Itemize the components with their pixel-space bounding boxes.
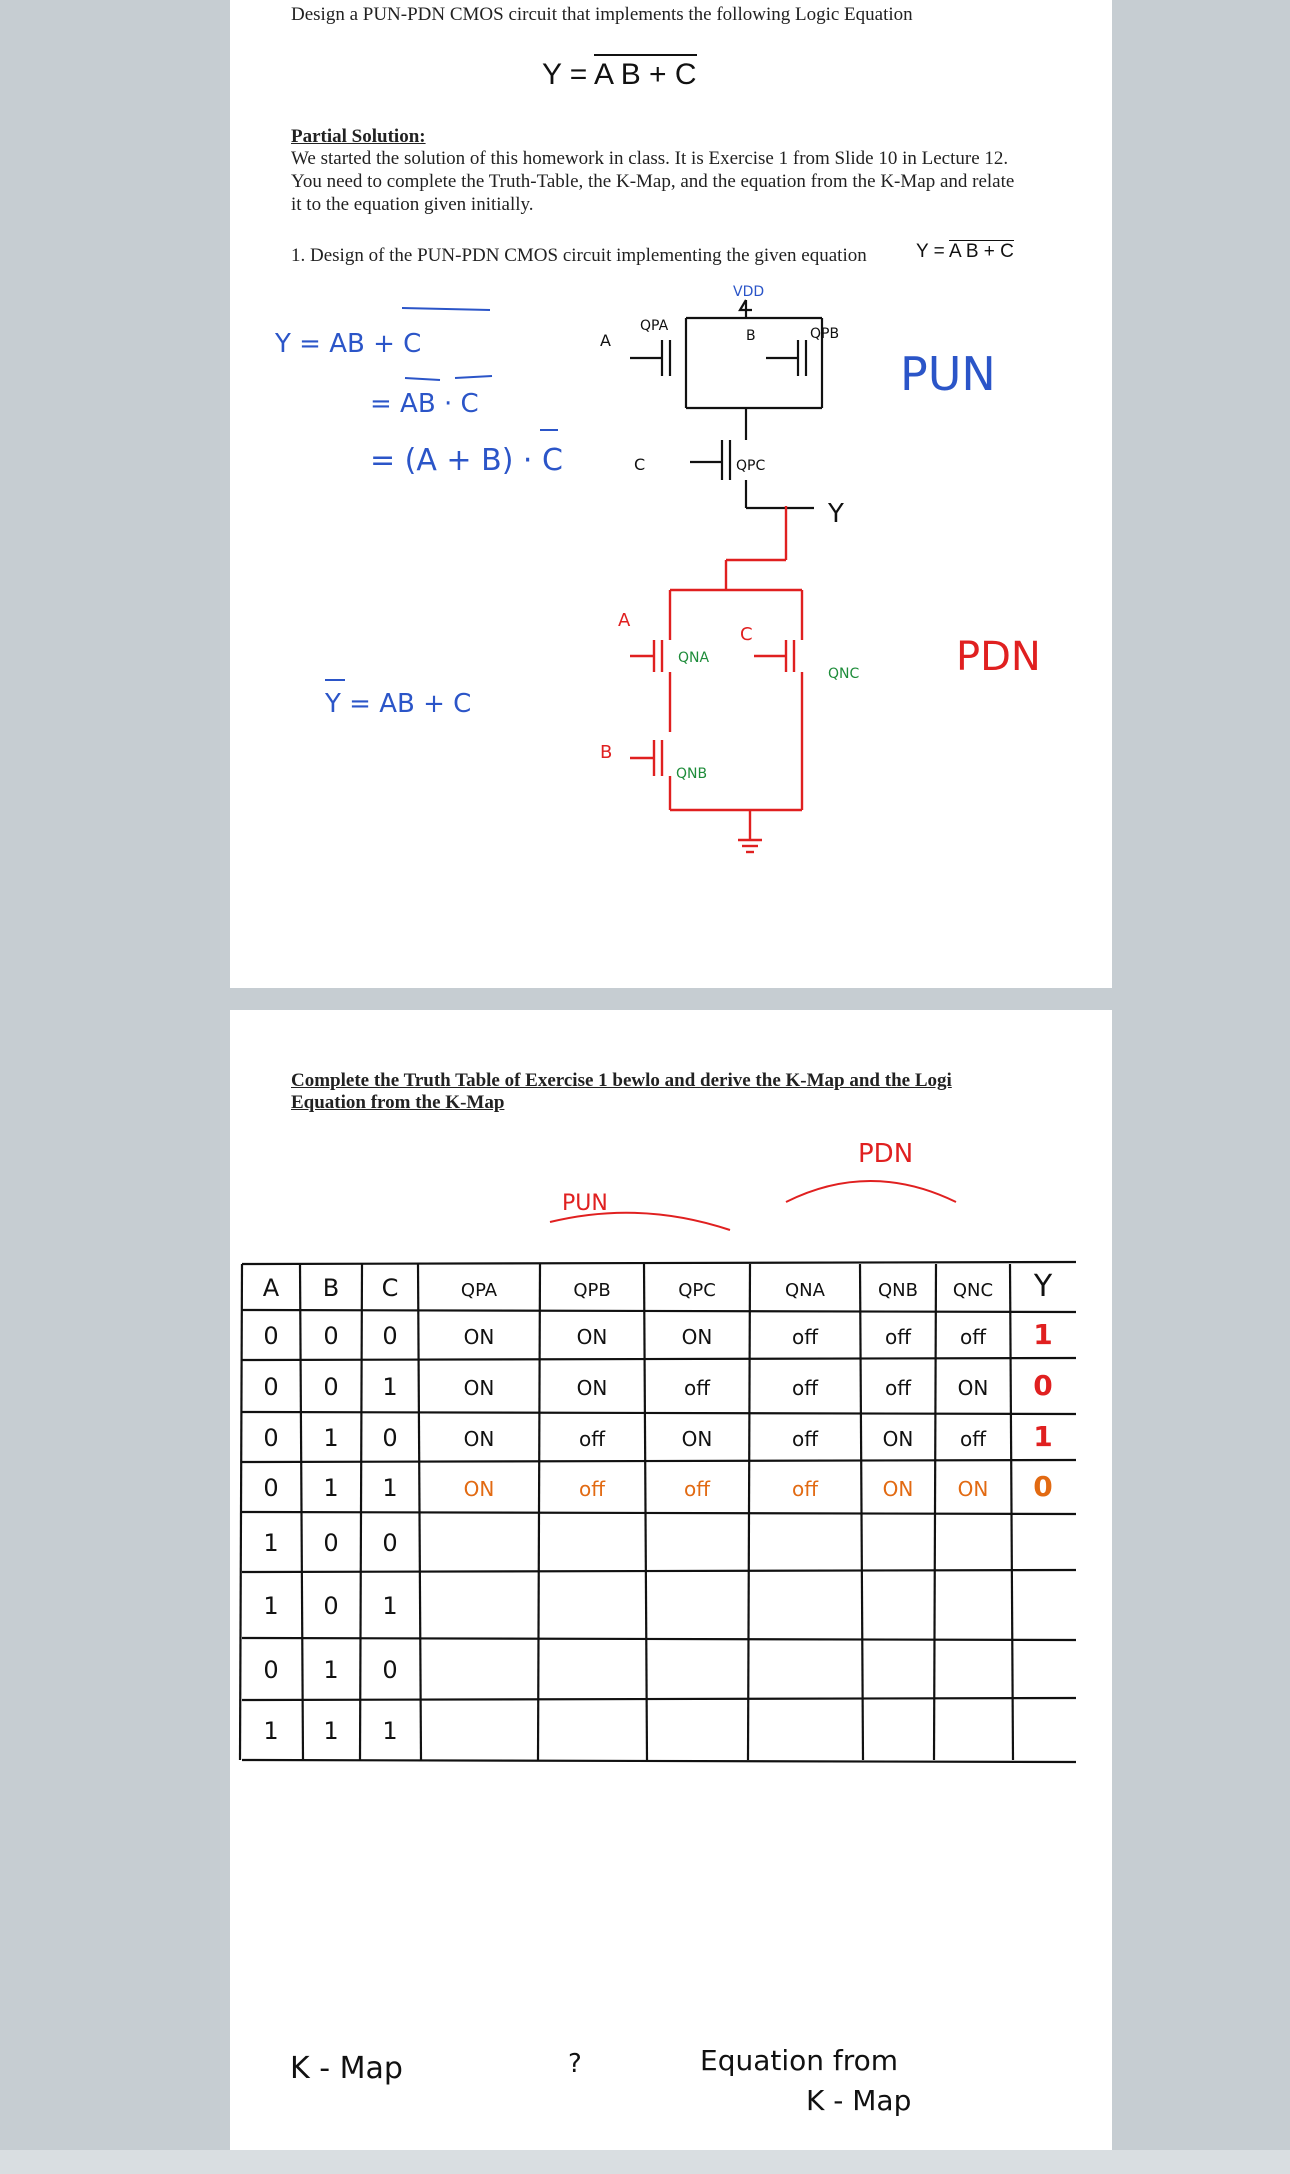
- pdn-input-b: B: [600, 742, 613, 763]
- document-page-2: [230, 1010, 1112, 2152]
- handwritten-circuit-sketch: [230, 0, 1112, 988]
- table-cell-r2-y: 0: [1033, 1369, 1053, 1402]
- table-cell-r1-y: 1: [1033, 1318, 1053, 1351]
- column-header-y: Y: [1033, 1269, 1053, 1304]
- table-cell-r4-qnc: ON: [957, 1477, 989, 1501]
- table-headers: [263, 1269, 1053, 1304]
- table-cell-r4-b: 1: [323, 1474, 339, 1502]
- column-header-qpc: QPC: [678, 1280, 716, 1301]
- table-cell-r1-qnb: off: [884, 1325, 912, 1349]
- derivation-line-2: = AB · C: [370, 389, 479, 419]
- vdd-label: VDD: [733, 284, 765, 300]
- table-cell-r4-a: 0: [263, 1474, 279, 1502]
- handwritten-truth-table: [230, 1010, 1112, 2152]
- partial-line-2: You need to complete the Truth-Table, the K-Map, and the equation from the K-Map and relate: [291, 171, 1015, 192]
- page2-heading-line-1: Complete the Truth Table of Exercise 1 bewlo and derive the K-Map and the Logi: [291, 1070, 952, 1091]
- document-page-1: [230, 0, 1112, 988]
- column-header-qpa: QPA: [460, 1280, 498, 1301]
- table-cell-r4-c: 1: [382, 1474, 398, 1502]
- table-cell-r1-a: 0: [263, 1322, 279, 1350]
- derivation-overbar-1: [402, 308, 490, 310]
- table-cell-r5-a: 1: [263, 1529, 279, 1557]
- derivation-line-3: = (A + B) · C: [370, 443, 563, 478]
- table-cell-r8-a: 1: [263, 1717, 279, 1745]
- table-cell-r4-qpc: off: [683, 1477, 711, 1501]
- step-1-eq-lhs: Y =: [916, 241, 949, 262]
- qpb-label: QPB: [810, 326, 840, 342]
- column-header-qnc: QNC: [952, 1280, 994, 1301]
- kmap-label: K - Map: [290, 2051, 403, 2086]
- pdn-input-a: A: [618, 610, 631, 631]
- table-cell-r2-qnb: off: [884, 1376, 912, 1400]
- column-header-c: C: [381, 1274, 399, 1302]
- table-cell-r3-qnb: ON: [882, 1427, 914, 1451]
- table-cell-r1-qpb: ON: [576, 1325, 608, 1349]
- table-cell-r3-y: 1: [1033, 1420, 1053, 1453]
- table-cell-r2-b: 0: [323, 1373, 339, 1401]
- derivation-overbar-2: [405, 378, 440, 380]
- page2-heading-line-2: Equation from the K-Map: [291, 1092, 505, 1113]
- table-pun-label: PUN: [562, 1191, 608, 1216]
- table-cell-r7-c: 0: [382, 1656, 398, 1684]
- table-cell-r6-c: 1: [382, 1592, 398, 1620]
- main-equation-lhs: Y =: [542, 58, 595, 91]
- table-grid: [240, 1262, 1076, 1762]
- table-cell-r3-qnc: off: [959, 1427, 987, 1451]
- table-cell-r3-qna: off: [791, 1427, 819, 1451]
- table-cell-r3-a: 0: [263, 1424, 279, 1452]
- qpc-label: QPC: [736, 458, 766, 474]
- ybar-equation: Y = AB + C: [325, 689, 472, 719]
- column-header-a: A: [262, 1274, 280, 1302]
- table-cell-r5-b: 0: [323, 1529, 339, 1557]
- table-cell-r6-a: 1: [263, 1592, 279, 1620]
- table-cell-r2-qnc: ON: [957, 1376, 989, 1400]
- table-cell-r1-qpa: ON: [463, 1325, 495, 1349]
- pun-input-c: C: [634, 455, 646, 474]
- derivation-line-1: Y = AB + C: [275, 329, 422, 359]
- table-cell-r3-qpb: off: [578, 1427, 606, 1451]
- table-cell-r6-b: 0: [323, 1592, 339, 1620]
- table-cell-r2-qpa: ON: [463, 1376, 495, 1400]
- table-cell-r1-qna: off: [791, 1325, 819, 1349]
- table-cell-r2-qna: off: [791, 1376, 819, 1400]
- equation-kmap-label: K - Map: [806, 2084, 912, 2117]
- table-cell-r3-b: 1: [323, 1424, 339, 1452]
- output-y-label: Y: [828, 499, 844, 529]
- equation-from-label: Equation from: [700, 2044, 899, 2077]
- table-cell-r2-qpb: ON: [576, 1376, 608, 1400]
- pdn-input-c: C: [740, 624, 753, 645]
- pun-input-b: B: [746, 328, 756, 344]
- viewer-bottom-bar: [0, 2150, 1290, 2174]
- table-cell-r7-a: 0: [263, 1656, 279, 1684]
- table-cell-r5-c: 0: [382, 1529, 398, 1557]
- pun-label: PUN: [900, 347, 996, 401]
- column-header-qpb: QPB: [573, 1280, 611, 1301]
- column-header-b: B: [322, 1274, 340, 1302]
- qpa-label: QPA: [640, 318, 669, 334]
- assignment-title: Design a PUN-PDN CMOS circuit that implements the following Logic Equation: [291, 4, 913, 25]
- qna-label: QNA: [678, 650, 710, 666]
- table-cell-r1-c: 0: [382, 1322, 398, 1350]
- table-cell-r1-b: 0: [323, 1322, 339, 1350]
- table-cell-r3-qpa: ON: [463, 1427, 495, 1451]
- derivation-overbar-3: [455, 376, 492, 378]
- step-1-eq-rhs: A B + C: [948, 241, 1014, 262]
- table-pdn-label: PDN: [858, 1139, 914, 1169]
- column-header-qna: QNA: [785, 1280, 825, 1301]
- pdn-circuit: [630, 506, 802, 852]
- table-cell-r1-qnc: off: [959, 1325, 987, 1349]
- main-equation-rhs: A B + C: [594, 54, 697, 91]
- partial-solution-heading: Partial Solution:: [291, 126, 426, 147]
- pdn-bracket: [786, 1181, 956, 1202]
- table-cell-r1-qpc: ON: [681, 1325, 713, 1349]
- partial-line-3: it to the equation given initially.: [291, 194, 534, 215]
- column-header-qnb: QNB: [878, 1280, 918, 1301]
- pun-input-a: A: [600, 331, 611, 350]
- table-cell-r7-b: 1: [323, 1656, 339, 1684]
- table-cell-r3-qpc: ON: [681, 1427, 713, 1451]
- partial-line-1: We started the solution of this homework in class. It is Exercise 1 from Slide 10 in Lecture 12.: [291, 148, 1009, 169]
- pdn-label: PDN: [956, 634, 1041, 680]
- table-cell-r8-c: 1: [382, 1717, 398, 1745]
- table-cell-r4-qpa: ON: [463, 1477, 495, 1501]
- table-cell-r4-qpb: off: [578, 1477, 606, 1501]
- qnb-label: QNB: [676, 766, 708, 782]
- table-cell-r4-y: 0: [1033, 1470, 1053, 1503]
- table-cell-r2-a: 0: [263, 1373, 279, 1401]
- qnc-label: QNC: [828, 666, 860, 682]
- table-cell-r4-qnb: ON: [882, 1477, 914, 1501]
- table-cell-r8-b: 1: [323, 1717, 339, 1745]
- table-cell-r3-c: 0: [382, 1424, 398, 1452]
- step-1-text: 1. Design of the PUN-PDN CMOS circuit implementing the given equation: [291, 245, 867, 266]
- table-cell-r4-qna: off: [791, 1477, 819, 1501]
- table-cell-r2-c: 1: [382, 1373, 398, 1401]
- table-cell-r2-qpc: off: [683, 1376, 711, 1400]
- question-mark: ?: [568, 2049, 582, 2079]
